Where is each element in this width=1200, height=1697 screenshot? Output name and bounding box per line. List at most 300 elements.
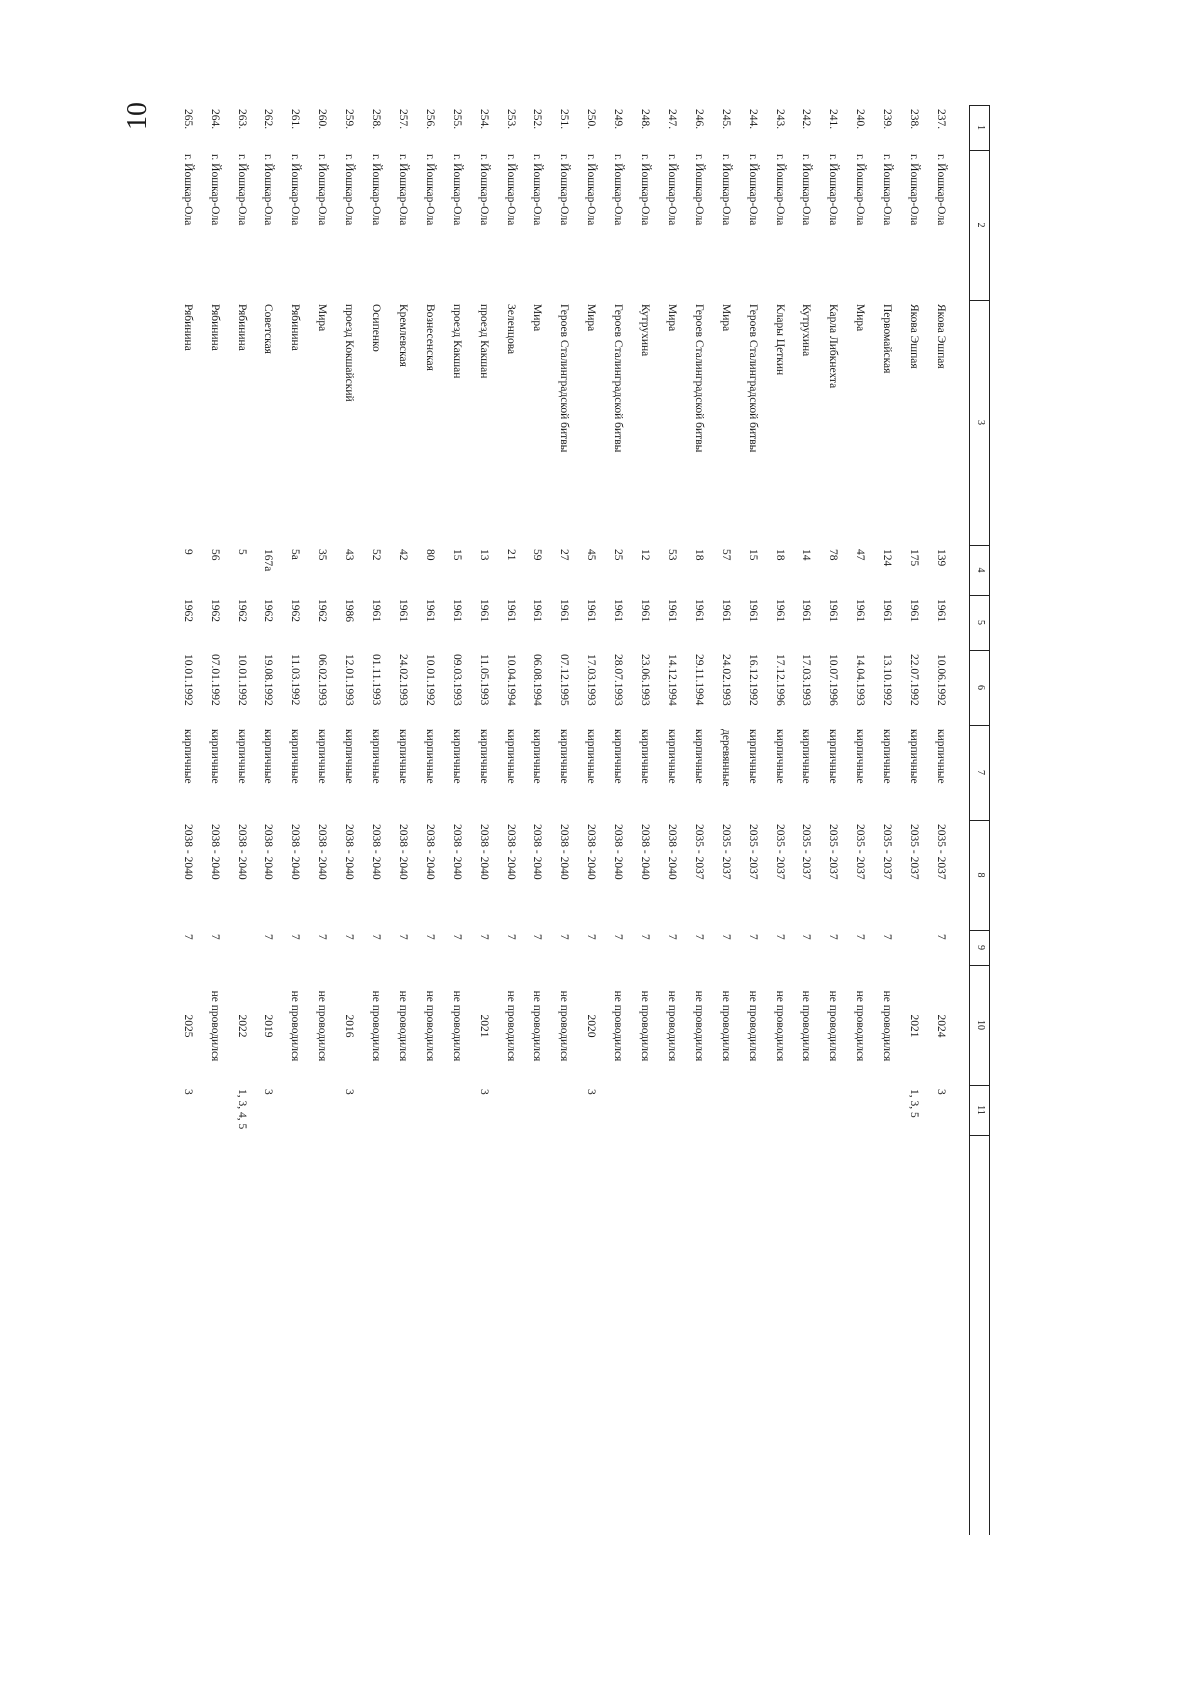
cell-wall-material: кирпичные [666, 729, 678, 784]
cell-col10-value: не проводился [316, 990, 329, 1062]
cell-street: проезд Какшан [477, 304, 490, 379]
cell-repair-period: 2035 - 2037 [773, 824, 786, 880]
cell-col9-value: 7 [639, 934, 652, 940]
cell-repair-period: 2035 - 2037 [692, 824, 705, 880]
cell-row-number: 257. [397, 109, 409, 130]
cell-record-date: 17.03.1993 [585, 654, 598, 706]
cell-repair-period: 2038 - 2040 [262, 824, 275, 880]
cell-wall-material: кирпичные [531, 729, 544, 784]
cell-street: Советская [262, 304, 275, 354]
cell-row-number: 260. [316, 109, 329, 130]
cell-record-date: 14.04.1993 [854, 654, 867, 706]
cell-build-year: 1962 [262, 599, 275, 622]
cell-col10-value: не проводился [800, 990, 813, 1062]
cell-wall-material: кирпичные [692, 729, 705, 784]
cell-repair-period: 2035 - 2037 [854, 824, 867, 880]
cell-row-number: 249. [612, 109, 625, 130]
cell-house-number: 59 [531, 549, 544, 561]
column-number-header: 8 [975, 872, 986, 878]
cell-city: г. Йошкар-Ола [343, 154, 356, 226]
cell-row-number: 264. [208, 109, 221, 130]
cell-wall-material: кирпичные [800, 729, 813, 784]
cell-row-number: 239. [881, 109, 894, 130]
cell-street: Мира [854, 304, 867, 332]
cell-repair-period: 2038 - 2040 [397, 824, 409, 880]
cell-record-date: 23.06.1993 [639, 654, 652, 706]
cell-wall-material: кирпичные [477, 729, 490, 784]
cell-street: Вознесенская [423, 304, 436, 371]
cell-build-year: 1961 [450, 599, 463, 622]
cell-city: г. Йошкар-Ола [854, 154, 867, 226]
cell-row-number: 247. [666, 109, 678, 130]
cell-record-date: 07.12.1995 [558, 654, 571, 706]
cell-build-year: 1961 [612, 599, 625, 622]
cell-city: г. Йошкар-Ола [935, 154, 947, 226]
cell-col11-value [657, 1089, 687, 1133]
cell-record-date: 13.10.1992 [881, 654, 894, 706]
cell-build-year: 1961 [531, 599, 544, 622]
cell-repair-period: 2038 - 2040 [612, 824, 625, 880]
cell-wall-material: кирпичные [397, 729, 409, 784]
cell-house-number: 42 [397, 549, 409, 561]
cell-col11-value [442, 1089, 472, 1133]
cell-row-number: 246. [692, 109, 705, 130]
column-number-header: 6 [975, 685, 986, 690]
cell-city: г. Йошкар-Ола [800, 154, 813, 226]
cell-repair-period: 2038 - 2040 [289, 824, 302, 880]
cell-street: Якова Эшпая [935, 304, 947, 369]
cell-col10-value: 2019 [262, 1014, 275, 1038]
cell-build-year: 1961 [827, 599, 840, 622]
cell-build-year: 1961 [423, 599, 436, 622]
cell-house-number: 5 [235, 549, 248, 555]
cell-record-date: 10.06.1992 [935, 654, 947, 706]
column-number-header: 3 [975, 420, 986, 425]
cell-house-number: 56 [208, 549, 221, 561]
cell-build-year: 1962 [208, 599, 221, 622]
cell-col10-value: не проводился [423, 990, 436, 1062]
cell-row-number: 243. [773, 109, 786, 130]
cell-city: г. Йошкар-Ола [316, 154, 329, 226]
cell-repair-period: 2035 - 2037 [908, 824, 921, 880]
cell-record-date: 11.03.1992 [289, 654, 302, 706]
cell-city: г. Йошкар-Ола [450, 154, 463, 226]
cell-col11-value [496, 1089, 526, 1133]
cell-col11-value [765, 1089, 795, 1133]
cell-row-number: 256. [423, 109, 436, 130]
cell-col11-value: 3 [477, 1089, 490, 1095]
cell-street: Первомайская [881, 304, 894, 374]
cell-col11-value: 3 [262, 1089, 275, 1095]
cell-repair-period: 2038 - 2040 [423, 824, 436, 880]
cell-col9-value: 7 [262, 934, 275, 940]
cell-house-number: 175 [908, 549, 921, 567]
cell-repair-period: 2035 - 2037 [746, 824, 759, 880]
cell-row-number: 265. [181, 109, 194, 130]
cell-house-number: 45 [585, 549, 598, 561]
cell-col9-value: 7 [612, 934, 625, 940]
cell-record-date: 22.07.1992 [908, 654, 921, 706]
cell-city: г. Йошкар-Ола [262, 154, 275, 226]
cell-col10-value: не проводился [612, 990, 625, 1062]
cell-build-year: 1961 [773, 599, 786, 622]
cell-street: Клары Цеткин [773, 304, 786, 376]
cell-col10-value: не проводился [773, 990, 786, 1062]
cell-repair-period: 2038 - 2040 [666, 824, 678, 880]
cell-record-date: 12.01.1993 [343, 654, 356, 706]
cell-col10-value: не проводился [289, 990, 302, 1062]
cell-city: г. Йошкар-Ола [639, 154, 652, 226]
cell-col11-value [388, 1089, 418, 1133]
cell-street: проезд Какшан [450, 304, 463, 379]
cell-col11-value [872, 1089, 902, 1133]
cell-repair-period: 2038 - 2040 [316, 824, 329, 880]
cell-build-year: 1961 [746, 599, 759, 622]
cell-build-year: 1961 [908, 599, 921, 622]
cell-col11-value [523, 1089, 553, 1133]
cell-repair-period: 2038 - 2040 [370, 824, 383, 880]
column-number-header: 1 [975, 125, 986, 130]
cell-city: г. Йошкар-Ола [746, 154, 759, 226]
cell-wall-material: кирпичные [854, 729, 867, 784]
cell-col9-value: 7 [827, 934, 840, 940]
cell-build-year: 1986 [343, 599, 356, 622]
cell-house-number: 80 [423, 549, 436, 561]
column-separator [970, 1135, 990, 1136]
column-number-header: 7 [975, 770, 986, 775]
cell-wall-material: кирпичные [585, 729, 598, 784]
cell-row-number: 258. [370, 109, 383, 130]
column-number-header: 11 [975, 1105, 986, 1115]
cell-record-date: 17.03.1993 [800, 654, 813, 706]
cell-col11-value [818, 1089, 848, 1133]
cell-col11-value [711, 1089, 741, 1133]
column-number-header: 5 [975, 620, 986, 625]
cell-house-number: 52 [370, 549, 383, 561]
cell-city: г. Йошкар-Ола [423, 154, 436, 226]
cell-row-number: 251. [558, 109, 571, 130]
cell-street: Рябинина [289, 304, 302, 351]
cell-build-year: 1961 [477, 599, 490, 622]
cell-col11-value [603, 1089, 633, 1133]
cell-col9-value: 7 [800, 934, 813, 940]
cell-city: г. Йошкар-Ола [612, 154, 625, 226]
cell-row-number: 261. [289, 109, 302, 130]
cell-col9-value: 7 [423, 934, 436, 940]
cell-house-number: 25 [612, 549, 625, 561]
cell-col9-value: 7 [343, 934, 356, 940]
cell-repair-period: 2038 - 2040 [639, 824, 652, 880]
cell-wall-material: кирпичные [504, 729, 517, 784]
cell-col11-value: 3 [585, 1089, 598, 1095]
cell-record-date: 10.07.1996 [827, 654, 840, 706]
cell-record-date: 07.01.1992 [208, 654, 221, 706]
cell-build-year: 1962 [316, 599, 329, 622]
cell-house-number: 78 [827, 549, 840, 561]
cell-row-number: 244. [746, 109, 759, 130]
cell-record-date: 10.01.1992 [423, 654, 436, 706]
cell-house-number: 21 [504, 549, 517, 561]
cell-house-number: 43 [343, 549, 356, 561]
cell-street: Героев Сталинградской битвы [558, 304, 571, 453]
housing-table [180, 105, 990, 1535]
cell-build-year: 1962 [235, 599, 248, 622]
cell-build-year: 1962 [289, 599, 302, 622]
cell-col10-value: не проводился [639, 990, 652, 1062]
cell-build-year: 1961 [800, 599, 813, 622]
cell-col11-value: 3 [181, 1089, 194, 1095]
cell-city: г. Йошкар-Ола [208, 154, 221, 226]
cell-street: Героев Сталинградской битвы [746, 304, 759, 453]
cell-street: Рябинина [181, 304, 194, 351]
cell-col10-value: не проводился [450, 990, 463, 1062]
cell-repair-period: 2038 - 2040 [585, 824, 598, 880]
cell-col9-value: 7 [370, 934, 383, 940]
cell-build-year: 1961 [854, 599, 867, 622]
cell-build-year: 1961 [935, 599, 947, 622]
page-number: 10 [122, 102, 153, 130]
cell-street: Мира [666, 304, 678, 332]
cell-col11-value [792, 1089, 822, 1133]
cell-record-date: 29.11.1994 [692, 654, 705, 706]
cell-wall-material: кирпичные [343, 729, 356, 784]
column-number-header: 10 [975, 1020, 986, 1030]
cell-build-year: 1961 [719, 599, 732, 622]
cell-wall-material: кирпичные [773, 729, 786, 784]
cell-city: г. Йошкар-Ола [235, 154, 248, 226]
cell-col11-value [200, 1089, 230, 1133]
cell-record-date: 17.12.1996 [773, 654, 786, 706]
cell-build-year: 1961 [666, 599, 678, 622]
cell-wall-material: кирпичные [423, 729, 436, 784]
column-number-header: 2 [975, 222, 986, 228]
cell-build-year: 1961 [881, 599, 894, 622]
cell-house-number: 53 [666, 549, 678, 561]
cell-row-number: 262. [262, 109, 275, 130]
cell-city: г. Йошкар-Ола [504, 154, 517, 226]
cell-col11-value [549, 1089, 579, 1133]
cell-street: Героев Сталинградской битвы [692, 304, 705, 453]
cell-repair-period: 2035 - 2037 [800, 824, 813, 880]
cell-repair-period: 2038 - 2040 [181, 824, 194, 880]
cell-house-number: 167а [262, 549, 275, 572]
cell-col10-value: не проводился [692, 990, 705, 1062]
cell-repair-period: 2035 - 2037 [827, 824, 840, 880]
cell-city: г. Йошкар-Ола [692, 154, 705, 226]
column-number-header: 4 [975, 567, 986, 573]
cell-street: Мира [719, 304, 732, 332]
cell-col9-value: 7 [746, 934, 759, 940]
cell-street: Карла Либкнехта [827, 304, 840, 389]
cell-city: г. Йошкар-Ола [477, 154, 490, 226]
cell-col11-value: 1, 3, 4, 5 [235, 1089, 248, 1130]
cell-build-year: 1961 [639, 599, 652, 622]
cell-wall-material: кирпичные [908, 729, 921, 784]
cell-wall-material: кирпичные [612, 729, 625, 784]
cell-record-date: 24.02.1993 [397, 654, 409, 706]
cell-wall-material: кирпичные [881, 729, 894, 784]
cell-col9-value: 7 [558, 934, 571, 940]
cell-record-date: 10.04.1994 [504, 654, 517, 706]
cell-house-number: 18 [773, 549, 786, 561]
cell-city: г. Йошкар-Ола [289, 154, 302, 226]
cell-house-number: 35 [316, 549, 329, 561]
cell-wall-material: кирпичные [370, 729, 383, 784]
cell-col9-value [899, 934, 929, 963]
cell-wall-material: кирпичные [235, 729, 248, 784]
cell-row-number: 237. [935, 109, 947, 130]
cell-wall-material: кирпичные [181, 729, 194, 784]
cell-row-number: 250. [585, 109, 598, 130]
cell-row-number: 238. [908, 109, 921, 130]
cell-col10-value: не проводился [854, 990, 867, 1062]
cell-col11-value [415, 1089, 445, 1133]
cell-house-number: 14 [800, 549, 813, 561]
cell-house-number: 13 [477, 549, 490, 561]
cell-repair-period: 2038 - 2040 [343, 824, 356, 880]
cell-wall-material: кирпичные [746, 729, 759, 784]
cell-row-number: 254. [477, 109, 490, 130]
cell-row-number: 252. [531, 109, 544, 130]
cell-col11-value [684, 1089, 714, 1133]
cell-col10-value: 2021 [477, 1014, 490, 1038]
cell-city: г. Йошкар-Ола [370, 154, 383, 226]
cell-build-year: 1961 [585, 599, 598, 622]
cell-col10-value: не проводился [370, 990, 383, 1062]
cell-col11-value [738, 1089, 768, 1133]
cell-col9-value: 7 [692, 934, 705, 940]
cell-street: Героев Сталинградской битвы [612, 304, 625, 453]
cell-row-number: 263. [235, 109, 248, 130]
cell-repair-period: 2035 - 2037 [719, 824, 732, 880]
cell-col9-value: 7 [666, 934, 678, 940]
cell-col10-value: 2020 [585, 1014, 598, 1038]
cell-street: Кутрухина [639, 304, 652, 357]
cell-house-number: 15 [746, 549, 759, 561]
cell-record-date: 06.02.1993 [316, 654, 329, 706]
cell-col10-value: не проводился [827, 990, 840, 1062]
column-number-header: 9 [975, 945, 986, 950]
cell-col10-value: 2016 [343, 1014, 356, 1038]
cell-col9-value: 7 [477, 934, 490, 940]
cell-col11-value: 3 [935, 1089, 947, 1095]
cell-repair-period: 2038 - 2040 [450, 824, 463, 880]
cell-col9-value: 7 [289, 934, 302, 940]
cell-house-number: 15 [450, 549, 463, 561]
cell-street: Мира [316, 304, 329, 332]
cell-row-number: 240. [854, 109, 867, 130]
cell-wall-material: кирпичные [450, 729, 463, 784]
cell-city: г. Йошкар-Ола [666, 154, 678, 226]
cell-col11-value: 1, 3, 5 [908, 1089, 921, 1118]
cell-record-date: 11.05.1993 [477, 654, 490, 706]
cell-repair-period: 2038 - 2040 [558, 824, 571, 880]
cell-build-year: 1961 [692, 599, 705, 622]
cell-street: Кремлевская [397, 304, 409, 367]
cell-wall-material: кирпичные [262, 729, 275, 784]
cell-street: Рябинина [235, 304, 248, 351]
cell-col9-value: 7 [450, 934, 463, 940]
cell-street: Мира [531, 304, 544, 332]
cell-col10-value: не проводился [504, 990, 517, 1062]
cell-street: Зеленцова [504, 304, 517, 355]
cell-repair-period: 2038 - 2040 [531, 824, 544, 880]
cell-col10-value: не проводился [208, 990, 221, 1062]
cell-record-date: 14.12.1994 [666, 654, 678, 706]
cell-repair-period: 2035 - 2037 [881, 824, 894, 880]
cell-city: г. Йошкар-Ола [827, 154, 840, 226]
cell-wall-material: кирпичные [316, 729, 329, 784]
cell-house-number: 57 [719, 549, 732, 561]
cell-repair-period: 2038 - 2040 [504, 824, 517, 880]
cell-col9-value: 7 [181, 934, 194, 940]
cell-col10-value: 2024 [935, 1014, 947, 1038]
cell-col10-value: не проводился [881, 990, 894, 1062]
cell-wall-material: кирпичные [935, 729, 947, 784]
cell-build-year: 1961 [397, 599, 409, 622]
cell-city: г. Йошкар-Ола [531, 154, 544, 226]
cell-col10-value: 2021 [908, 1014, 921, 1038]
cell-col10-value: не проводился [531, 990, 544, 1062]
cell-wall-material: кирпичные [289, 729, 302, 784]
cell-house-number: 27 [558, 549, 571, 561]
cell-city: г. Йошкар-Ола [397, 154, 409, 226]
cell-col10-value: не проводился [719, 990, 732, 1062]
cell-house-number: 18 [692, 549, 705, 561]
cell-row-number: 253. [504, 109, 517, 130]
cell-col10-value: 2025 [181, 1014, 194, 1038]
cell-street: Мира [585, 304, 598, 332]
cell-col9-value: 7 [854, 934, 867, 940]
cell-col10-value: не проводился [558, 990, 571, 1062]
cell-repair-period: 2035 - 2037 [935, 824, 947, 880]
cell-row-number: 242. [800, 109, 813, 130]
cell-house-number: 5а [289, 549, 302, 560]
cell-col9-value: 7 [881, 934, 894, 940]
cell-record-date: 24.02.1993 [719, 654, 732, 706]
cell-col11-value [630, 1089, 660, 1133]
cell-row-number: 259. [343, 109, 356, 130]
cell-col9-value: 7 [773, 934, 786, 940]
cell-col9-value: 7 [935, 934, 947, 940]
cell-col11-value [280, 1089, 310, 1133]
cell-col9-value: 7 [208, 934, 221, 940]
cell-city: г. Йошкар-Ола [773, 154, 786, 226]
cell-record-date: 06.08.1994 [531, 654, 544, 706]
cell-col10-value: не проводился [666, 990, 678, 1062]
cell-record-date: 28.07.1993 [612, 654, 625, 706]
cell-wall-material: деревянные [719, 729, 732, 787]
cell-col11-value [845, 1089, 875, 1133]
cell-house-number: 47 [854, 549, 867, 561]
cell-city: г. Йошкар-Ола [908, 154, 921, 226]
cell-col10-value: не проводился [397, 990, 409, 1062]
cell-record-date: 01.11.1993 [370, 654, 383, 706]
cell-wall-material: кирпичные [827, 729, 840, 784]
cell-build-year: 1961 [558, 599, 571, 622]
cell-col10-value: 2022 [235, 1014, 248, 1038]
cell-record-date: 10.01.1992 [181, 654, 194, 706]
cell-city: г. Йошкар-Ола [719, 154, 732, 226]
cell-col11-value [307, 1089, 337, 1133]
cell-repair-period: 2038 - 2040 [208, 824, 221, 880]
cell-house-number: 9 [181, 549, 194, 555]
cell-col9-value: 7 [316, 934, 329, 940]
cell-house-number: 139 [935, 549, 947, 567]
cell-col9-value: 7 [504, 934, 517, 940]
cell-city: г. Йошкар-Ола [585, 154, 598, 226]
cell-wall-material: кирпичные [639, 729, 652, 784]
